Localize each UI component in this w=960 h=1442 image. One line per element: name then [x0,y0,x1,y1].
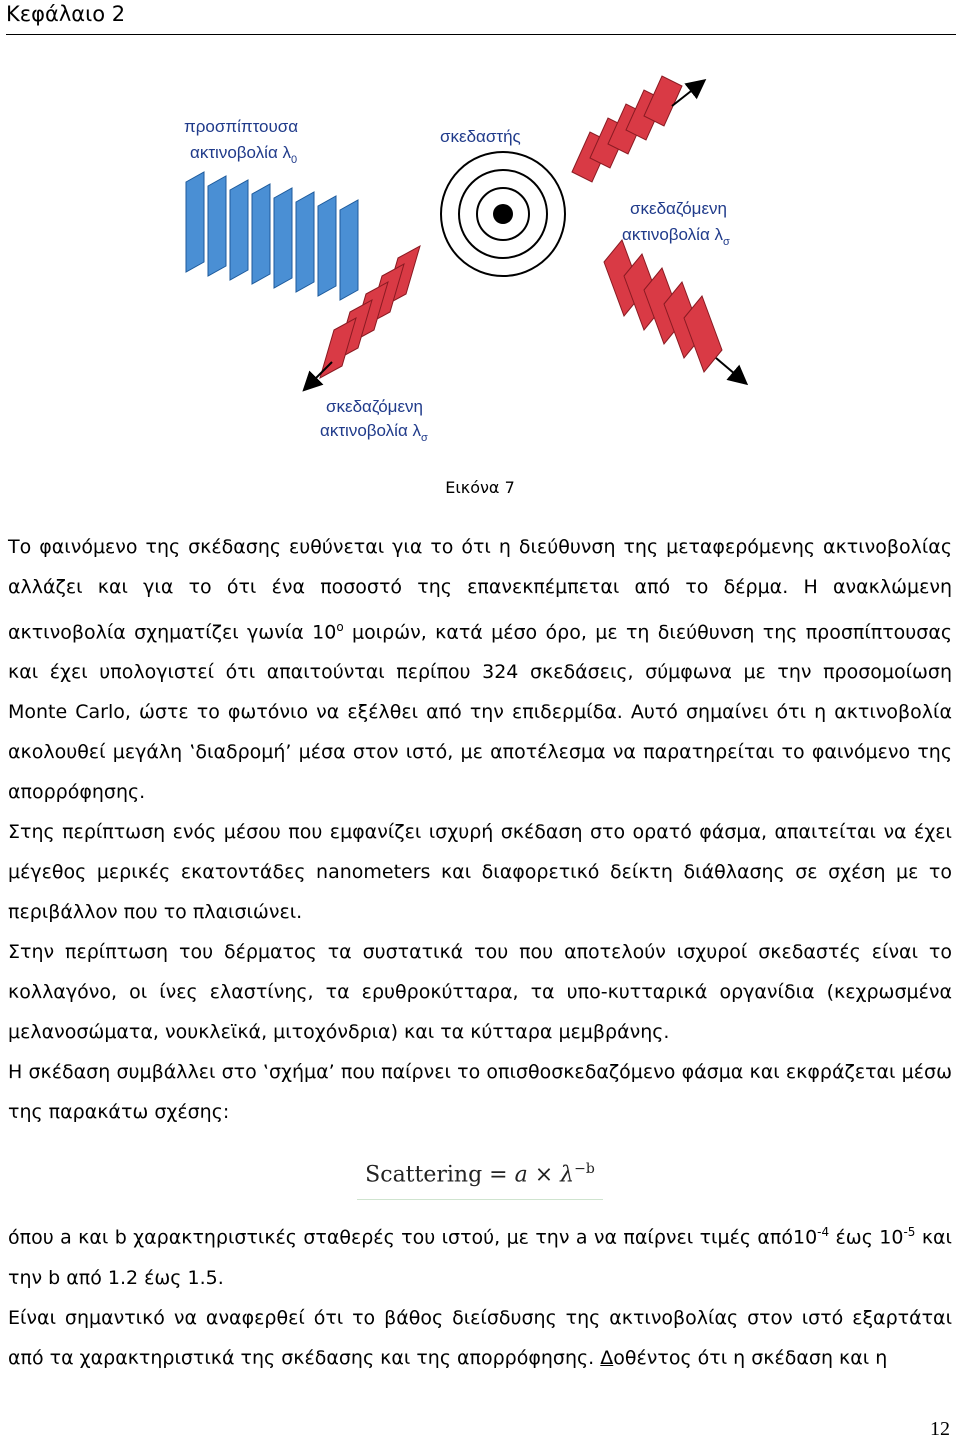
paragraph: Είναι σημαντικό να αναφερθεί ότι το βάθος διείσδυσης της ακτινοβολίας στον ιστό εξαρτάται από τα χαρακτηριστικά της σκέδασης και της απορρόφησης. Δοθέντος ότι η σκέδαση και η [8,1306,952,1369]
scattered-wave-packet-top [572,76,682,182]
paragraph: Η σκέδαση συμβάλλει στο ‛σχήμα’ που παίρνει το οπισθοσκεδαζόμενο φάσμα και εκφράζεται μέσω της παρακάτω σχέσης: [8,1061,952,1124]
label-scatterer: σκεδαστής [440,127,521,146]
paragraph: Στην περίπτωση του δέρματος τα συστατικά του που αποτελούν ισχυροί σκεδαστές είναι το κολλαγόνο, οι ίνες ελαστίνης, τα ερυθροκύτταρα, τα υπο-κυτταρικά οργανίδια (κεχρωσμένα μελανοσώματα, νουκλεϊκά, μιτοχόνδρια) και τα κύτταρα μεμβράνης. [8,941,952,1044]
figure-caption: Εικόνα 7 [445,478,515,497]
label-scattered-right-line1: σκεδαζόμενη [630,199,728,218]
scattered-arrow-bottom [308,362,332,386]
label-scattered-bottom-line1: σκεδαζόμενη [326,397,424,416]
scattered-wave-packet-right [604,240,722,372]
scatterer-core [493,204,513,224]
label-incident-line1: προσπίπτουσα [184,117,299,136]
body-text [8,527,952,1378]
formula-image: Scattering = $a \times \lambda^{-b}$ [357,1145,603,1200]
scattering-formula [8,1132,952,1212]
label-incident-line2: ακτινοβολία $\lambda_0$ [190,143,298,166]
page-header [6,0,956,35]
incident-wave-packet [186,172,358,300]
label-scattered-bottom-line2: ακτινοβολία $\lambda_\sigma$ [320,421,428,442]
scattered-arrow-right [716,358,742,380]
page-number: 12 [930,1418,950,1440]
chapter-title: Κεφάλαιο 2 [6,2,126,26]
label-scattered-right-line2: ακτινοβολία $\lambda_\sigma$ [622,225,730,248]
scattering-figure [176,62,776,442]
paragraph: Το φαινόμενο της σκέδασης ευθύνεται για το ότι η διεύθυνση της μεταφερόμενης ακτινοβολίας αλλάζει και για το ότι ένα ποσοστό της επανεκπέμπεται από το δέρμα. Η ανακλώμενη ακτινοβολία σχηματίζει γωνία $10^o$ μοιρών, κατά μέσο όρο, με τη διεύθυνση της προσπίπτουσας και έχει υπολογιστεί ότι απαιτούνται περίπου 324 σκεδάσεις, σύμφωνα με την προσομοίωση Monte Carlo, ώστε το φωτόνιο να εξέλθει από την επιδερμίδα. Αυτό σημαίνει ότι η ακτινοβολία ακολουθεί μεγάλη ‛διαδρομή’ μέσα στον ιστό, με αποτέλεσμα να παρατηρείται το φαινόμενο της απορρόφησης. [8,536,952,804]
paragraph: Στης περίπτωση ενός μέσου που εμφανίζει ισχυρή σκέδαση στο ορατό φάσμα, απαιτείται να έχει μέγεθος μερικές εκατοντάδες nanometers και διαφορετικό δείκτη διάθλασης σε σχέση με το περιβάλλον που το πλαισιώνει. [8,821,952,924]
paragraph: όπου a και b χαρακτηριστικές σταθερές του ιστού, με την a να παίρνει τιμές $\alpha\pi ό10^{-4}$ έως $10^{-5}$ και την b από 1.2 έως 1.5. [8,1225,952,1289]
